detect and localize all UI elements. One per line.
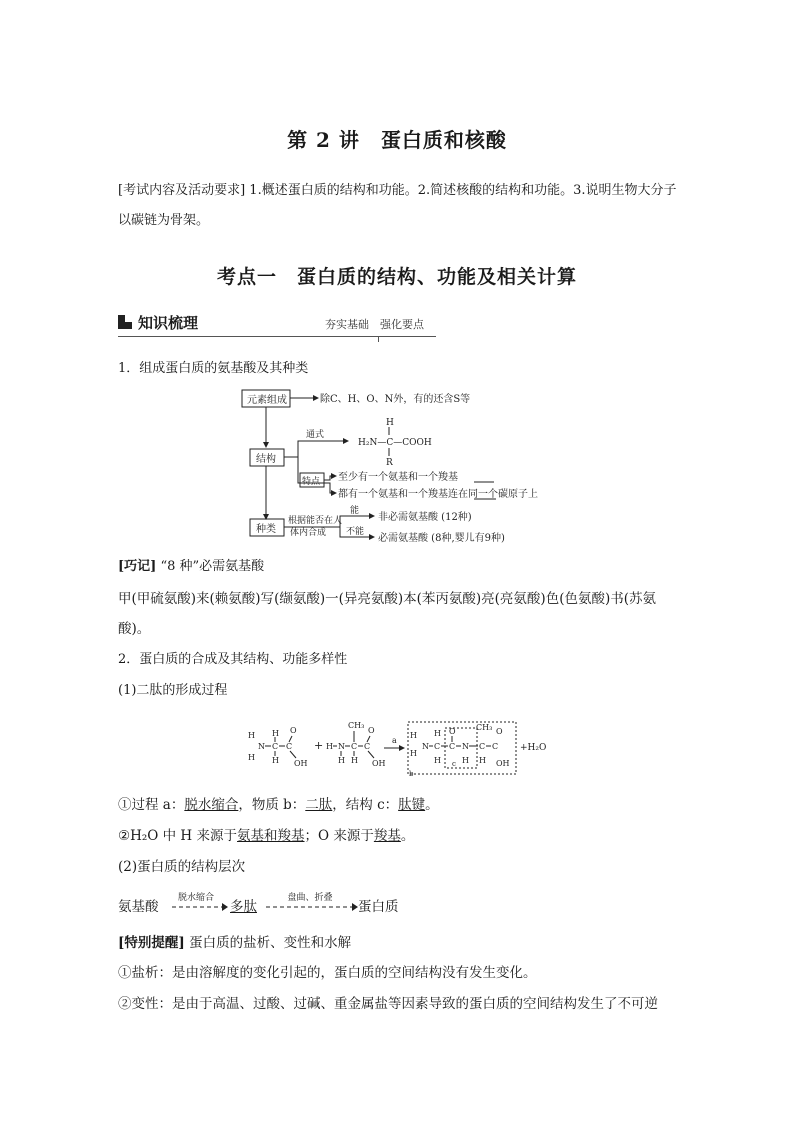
label-b: b xyxy=(409,770,414,778)
svg-text:H: H xyxy=(326,742,333,751)
kind-box-label: 种类 xyxy=(256,524,276,535)
svg-text:C: C xyxy=(364,742,371,751)
svg-text:C: C xyxy=(449,742,456,751)
hierarchy-arrow1-label: 脱水缩合 xyxy=(177,893,214,903)
svg-text:H: H xyxy=(272,729,279,738)
salting-out: ①盐析：是由溶解度的变化引起的，蛋白质的空间结构没有发生变化。 xyxy=(118,965,537,981)
svg-text:H: H xyxy=(351,756,358,765)
point2-a: 氨基和羧基 xyxy=(237,828,305,844)
svg-text:C: C xyxy=(272,742,279,751)
oh-label-3: OH xyxy=(496,759,510,768)
oh-label-2: OH xyxy=(372,759,386,768)
svg-text:H: H xyxy=(434,756,441,765)
hierarchy-middle: 多肽 xyxy=(230,899,257,915)
svg-text:C: C xyxy=(479,742,486,751)
amino-acid-diagram xyxy=(238,385,568,545)
point1-mid1: ，物质 b： xyxy=(238,797,306,813)
svg-text:H: H xyxy=(410,749,417,758)
special-text: 蛋白质的盐析、变性和水解 xyxy=(189,935,352,951)
hierarchy-arrow1 xyxy=(170,902,230,912)
svg-text:H: H xyxy=(272,756,279,765)
svg-text:N: N xyxy=(422,742,429,751)
point1-b: 二肽 xyxy=(305,797,333,813)
point1-prefix: ①过程 a： xyxy=(118,797,185,813)
item1-title: 1．组成蛋白质的氨基酸及其种类 xyxy=(118,361,309,376)
point1-a: 脱水缩合 xyxy=(184,797,239,813)
mnemonic: 甲(甲硫氨酸)来(赖氨酸)写(缬氨酸)一(异亮氨酸)本(苯丙氨酸)亮(亮氨酸)色(色氨酸)书(苏氨酸)。 xyxy=(118,591,657,637)
hierarchy-start: 氨基酸 xyxy=(118,899,159,915)
knowledge-subtitle: 夯实基础 强化要点 xyxy=(325,318,424,331)
o-label-1: O xyxy=(290,726,297,735)
arrow-a: a xyxy=(392,736,397,745)
point1 xyxy=(118,792,439,818)
hierarchy-arrow2-label: 盘曲、折叠 xyxy=(287,893,333,903)
denaturation: ②变性：是由于高温、过酸、过碱、重金属盐等因素导致的蛋白质的空间结构发生了不可逆 xyxy=(118,996,658,1012)
tip xyxy=(118,554,264,580)
item2-title: 2．蛋白质的合成及其结构、功能多样性 xyxy=(118,652,348,667)
knowledge-icon xyxy=(118,315,132,329)
ch3-label-1: CH₃ xyxy=(348,721,365,730)
general-label: 通式 xyxy=(306,430,325,440)
elements-box-label: 元素组成 xyxy=(247,395,287,406)
point1-end: 。 xyxy=(425,797,439,813)
requirements-label: [考试内容及活动要求] xyxy=(118,183,246,198)
svg-text:N: N xyxy=(462,742,469,751)
can-label: 能 xyxy=(350,506,360,516)
page-title: 第 2 讲 蛋白质和核酸 xyxy=(287,128,507,152)
svg-text:H: H xyxy=(479,756,486,765)
formula-r: R xyxy=(386,458,393,468)
svg-text:H: H xyxy=(410,731,417,740)
plus-sign: + xyxy=(314,739,324,752)
requirements xyxy=(118,176,678,236)
svg-text:N: N xyxy=(338,742,345,751)
water: +H₂O xyxy=(520,743,547,753)
hierarchy-end: 蛋白质 xyxy=(358,899,399,915)
nonessential: 非必需氨基酸 (12种) xyxy=(378,512,472,523)
oh-label-1: OH xyxy=(294,759,308,768)
point1-c: 肽键 xyxy=(398,797,426,813)
section-title: 考点一 蛋白质的结构、功能及相关计算 xyxy=(216,266,577,288)
point2 xyxy=(118,823,414,849)
formula-main: H₂N—C—COOH xyxy=(358,438,432,448)
divider xyxy=(118,336,436,337)
svg-text:C: C xyxy=(286,742,293,751)
point2-prefix: ②H₂O 中 H 来源于 xyxy=(118,828,238,844)
formula-h: H xyxy=(386,418,394,428)
requirements-text: 1.概述蛋白质的结构和功能。2.简述核酸的结构和功能。3.说明生物大分子以碳链为骨架。 xyxy=(118,183,677,228)
elements-text: 除C、H、O、N外，有的还含S等 xyxy=(320,394,471,405)
structure-box-label: 结构 xyxy=(256,454,276,465)
o-label-2: O xyxy=(368,726,375,735)
svg-text:C: C xyxy=(434,742,441,751)
svg-text:N: N xyxy=(258,742,265,751)
special-label: [特别提醒] xyxy=(118,935,185,951)
ch3-label-2: CH₃ xyxy=(476,723,493,732)
point2-end: 。 xyxy=(400,828,415,844)
svg-text:H: H xyxy=(462,756,469,765)
kind-label2: 体内合成 xyxy=(290,528,327,538)
cannot-label: 不能 xyxy=(346,527,365,537)
svg-text:H: H xyxy=(248,731,255,740)
o-label-4: O xyxy=(496,727,503,736)
feature-label: 特点 xyxy=(302,477,321,487)
svg-text:C: C xyxy=(492,742,499,751)
sub2-title: (2)蛋白质的结构层次 xyxy=(118,859,246,875)
feature1: 至少有一个氨基和一个羧基 xyxy=(338,472,458,483)
feature2: 都有一个氨基和一个羧基连在同一个碳原子上 xyxy=(338,489,538,500)
kind-label1: 根据能否在人 xyxy=(288,516,343,526)
hierarchy-arrow2 xyxy=(264,902,360,912)
label-c: c xyxy=(452,760,456,768)
tip-text: “8 种”必需氨基酸 xyxy=(160,559,265,574)
svg-text:H: H xyxy=(434,729,441,738)
svg-text:H: H xyxy=(248,753,255,762)
sub1-title: (1)二肽的形成过程 xyxy=(118,683,228,698)
o-label-3: O xyxy=(449,727,456,736)
dipeptide-reaction xyxy=(244,718,554,780)
svg-text:C: C xyxy=(351,742,358,751)
point2-b: 羧基 xyxy=(373,828,401,844)
point1-mid2: ，结构 c： xyxy=(332,797,399,813)
knowledge-title: 知识梳理 xyxy=(138,314,199,332)
tip-label: [巧记] xyxy=(118,559,157,574)
point2-mid: ；O 来源于 xyxy=(304,828,374,844)
essential: 必需氨基酸 (8种,婴儿有9种) xyxy=(378,533,505,544)
divider-tick xyxy=(378,336,387,342)
special xyxy=(118,930,351,956)
svg-text:H: H xyxy=(338,756,345,765)
